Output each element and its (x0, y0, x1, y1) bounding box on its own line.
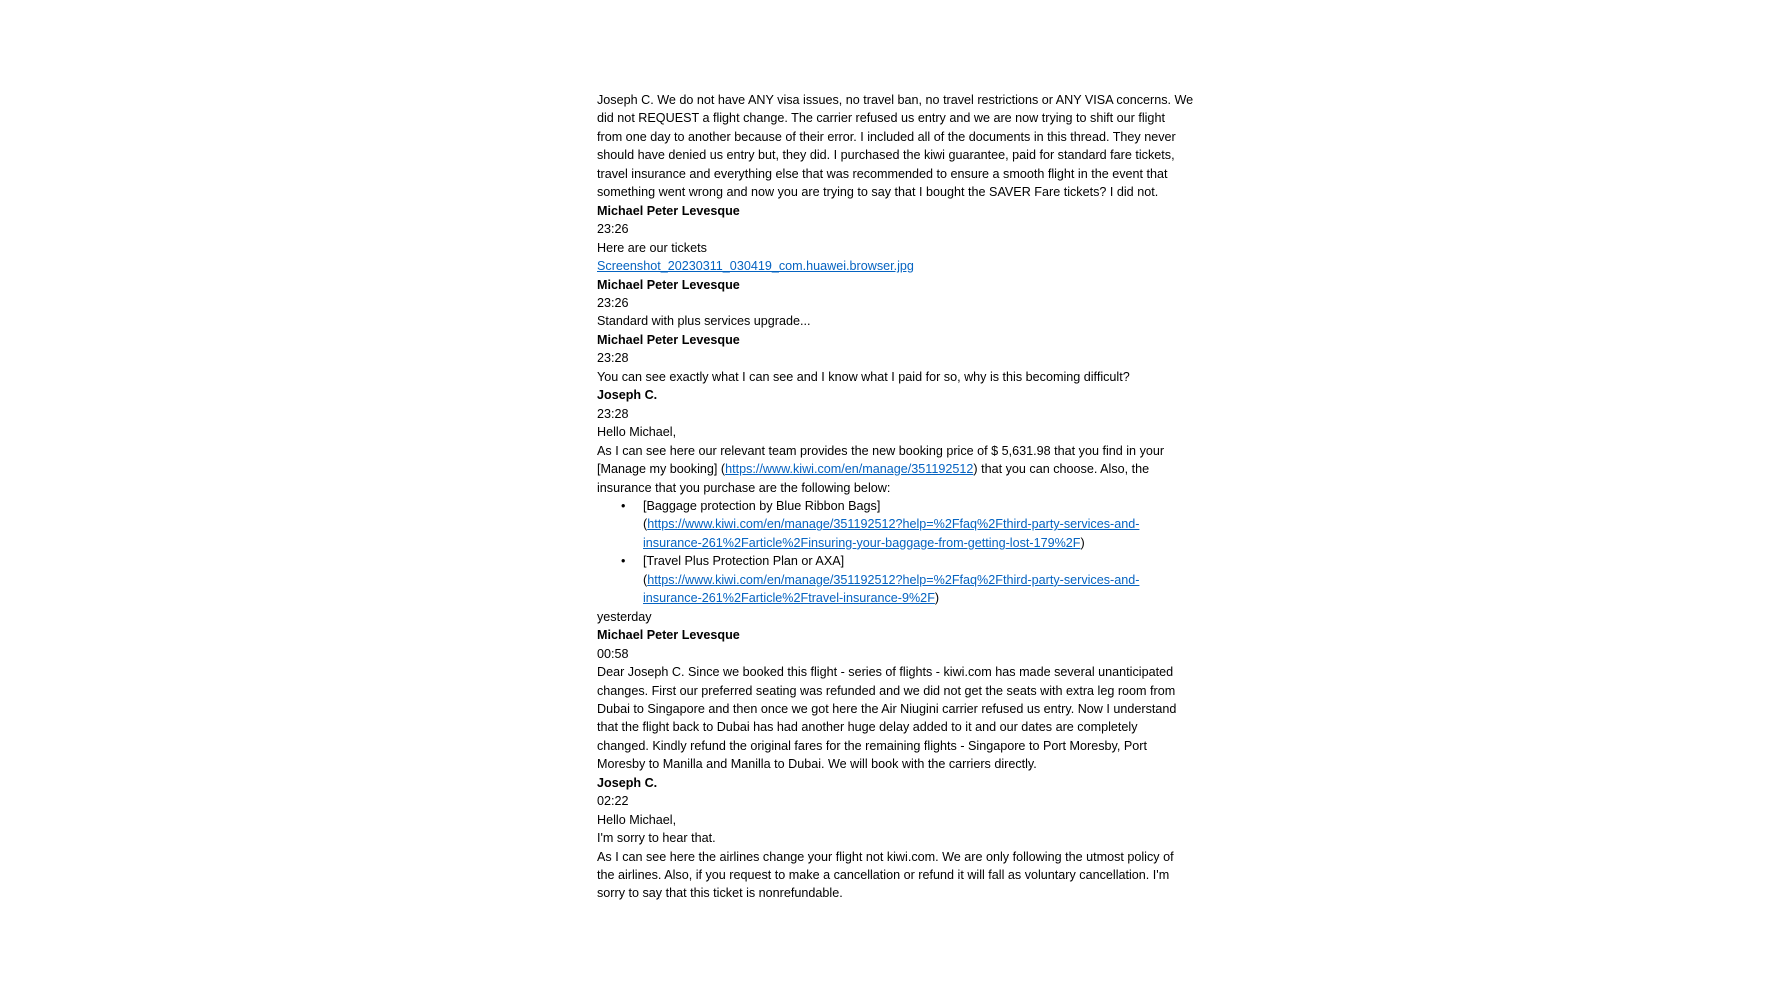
message-time: 23:26 (597, 222, 629, 237)
sender-name: Joseph C. (597, 775, 658, 790)
paren-close: ) (934, 591, 940, 606)
paren-open: ( (643, 572, 648, 587)
message-text: I'm sorry to hear that. (597, 831, 716, 846)
sender-name: Michael Peter Levesque (597, 277, 740, 292)
intro-line: from one day to another because of their error. I included all of the documents in this thread. They never (597, 129, 1176, 144)
text-fragment: ) that you can choose. Also, the (973, 462, 1150, 477)
paren-close: ) (1080, 535, 1085, 550)
intro-line: travel insurance and everything else that was recommended to ensure a smooth flight in the event that (597, 166, 1168, 181)
insurance-list (597, 497, 1202, 608)
message-6 (597, 774, 1202, 903)
message-text: Dubai to Singapore and then once we got here the Air Niugini carrier refused us entry. Now I understand (597, 701, 1177, 716)
sender-name: Michael Peter Levesque (597, 628, 740, 643)
message-time: 00:58 (597, 646, 629, 661)
message-text: As I can see here our relevant team provides the new booking price of $ 5,631.98 that you find in your (597, 443, 1165, 458)
sender-name: Michael Peter Levesque (597, 203, 740, 218)
message-text: insurance that you purchase are the following below: (597, 480, 891, 495)
message-time: 23:28 (597, 406, 629, 421)
greeting: Hello Michael, (597, 425, 677, 440)
travel-insurance-link-continued[interactable]: insurance-261%2Farticle%2Ftravel-insurance-9%2F (643, 591, 935, 606)
paren-open: ( (643, 517, 648, 532)
baggage-protection-link-continued[interactable]: insurance-261%2Farticle%2Finsuring-your-baggage-from-getting-lost-179%2F (643, 535, 1081, 550)
list-item-title: [Baggage protection by Blue Ribbon Bags] (643, 498, 881, 513)
message-text: As I can see here the airlines change your flight not kiwi.com. We are only following the utmost policy of (597, 849, 1174, 864)
message-text: Standard with plus services upgrade... (597, 314, 811, 329)
message-text (597, 460, 1202, 478)
bullet-icon: • (621, 554, 626, 569)
greeting: Hello Michael, (597, 812, 677, 827)
message-1 (597, 202, 1202, 276)
list-item (597, 497, 1202, 552)
intro-line: did not REQUEST a flight change. The carrier refused us entry and we are now trying to shift our flight (597, 111, 1165, 126)
intro-line: Joseph C. We do not have ANY visa issues, no travel ban, no travel restrictions or ANY VISA concerns. We (597, 93, 1194, 107)
message-2 (597, 276, 1202, 331)
message-time: 23:28 (597, 351, 629, 366)
day-separator: yesterday (597, 609, 652, 624)
baggage-protection-link[interactable]: https://www.kiwi.com/en/manage/351192512?help=%2Ffaq%2Fthird-party-services-and- (647, 517, 1140, 532)
message-5 (597, 626, 1202, 774)
intro-line: should have denied us entry but, they did. I purchased the kiwi guarantee, paid for standard fare tickets, (597, 148, 1175, 163)
message-text: that the flight back to Dubai has had another huge delay added to it and our dates are completely (597, 720, 1138, 735)
message-text: changes. First our preferred seating was refunded and we did not get the seats with extra leg room from (597, 683, 1176, 698)
message-text: Dear Joseph C. Since we booked this flight - series of flights - kiwi.com has made several unanticipated (597, 665, 1174, 680)
message-text: Here are our tickets (597, 240, 707, 255)
sender-name: Michael Peter Levesque (597, 332, 740, 347)
text-fragment: [Manage my booking] ( (597, 462, 726, 477)
bullet-icon: • (621, 498, 626, 513)
message-text: sorry to say that this ticket is nonrefundable. (597, 886, 843, 901)
manage-booking-link[interactable]: https://www.kiwi.com/en/manage/351192512 (725, 462, 974, 477)
attachment-link[interactable]: Screenshot_20230311_030419_com.huawei.browser.jpg (597, 259, 914, 274)
message-time: 23:26 (597, 295, 629, 310)
sender-name: Joseph C. (597, 388, 658, 403)
message-3 (597, 331, 1202, 386)
message-text: Moresby to Manilla and Manilla to Dubai. We will book with the carriers directly. (597, 757, 1037, 772)
message-4 (597, 386, 1202, 607)
message-text: changed. Kindly refund the original fares for the remaining flights - Singapore to Port Moresby, Port (597, 738, 1147, 753)
message-time: 02:22 (597, 794, 629, 809)
message-text: the airlines. Also, if you request to make a cancellation or refund it will fall as voluntary cancellation. I'm (597, 868, 1170, 883)
intro-paragraph (597, 91, 1202, 202)
intro-line: something went wrong and now you are trying to say that I bought the SAVER Fare tickets? I did not. (597, 185, 1159, 200)
list-item (597, 552, 1202, 607)
travel-insurance-link[interactable]: https://www.kiwi.com/en/manage/351192512?help=%2Ffaq%2Fthird-party-services-and- (647, 572, 1140, 587)
chat-transcript-document (597, 91, 1202, 903)
list-item-title: [Travel Plus Protection Plan or AXA] (643, 554, 845, 569)
message-text: You can see exactly what I can see and I know what I paid for so, why is this becoming difficult? (597, 369, 1130, 384)
